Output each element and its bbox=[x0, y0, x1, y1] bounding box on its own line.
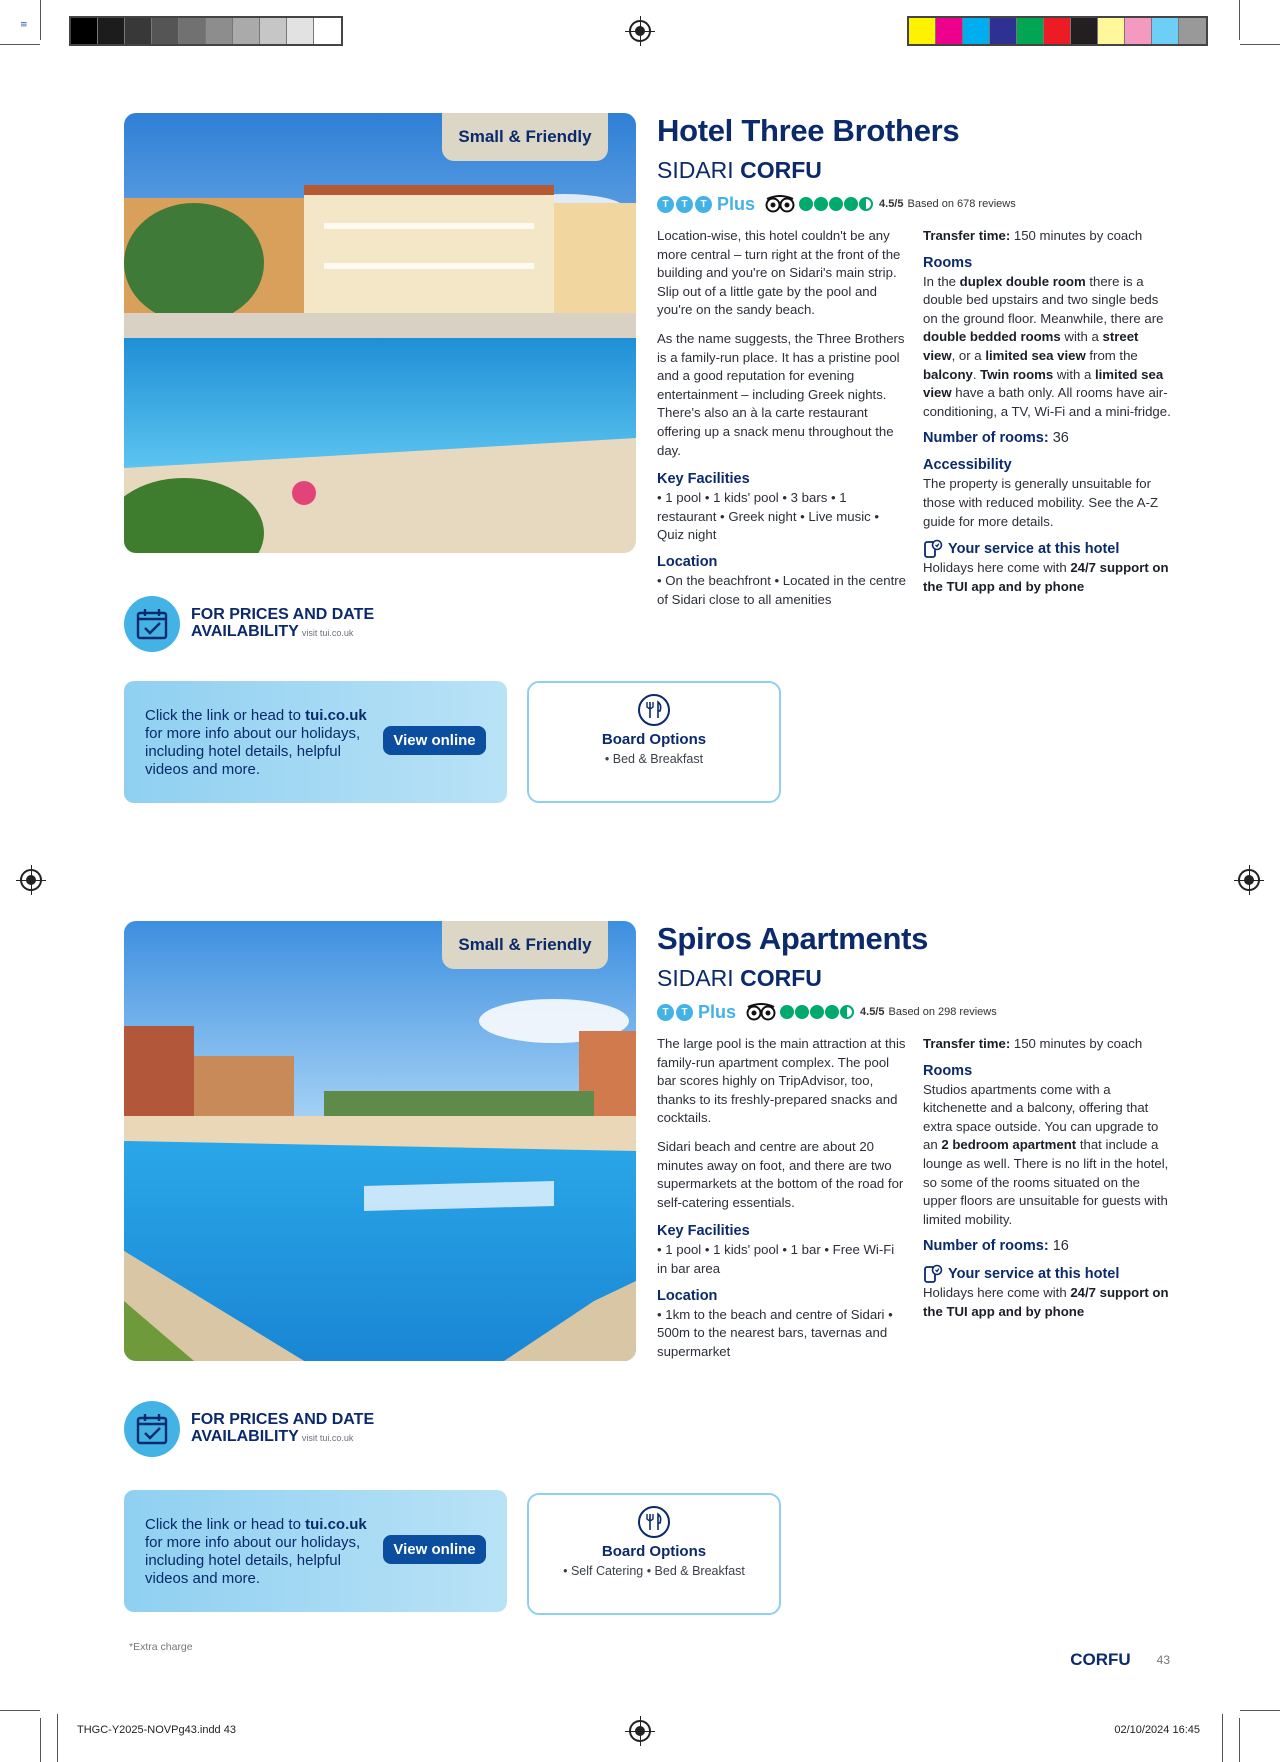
board-options-text: • Bed & Breakfast bbox=[604, 752, 704, 766]
color-swatch bbox=[1071, 18, 1098, 44]
gray-color-bar bbox=[69, 16, 343, 46]
resort-name: SIDARI bbox=[657, 157, 734, 183]
page-folio bbox=[1070, 1650, 1170, 1670]
details-column bbox=[923, 227, 1173, 604]
transfer-time bbox=[923, 1035, 1173, 1054]
prices-availability[interactable] bbox=[124, 596, 374, 652]
tplus-label: Plus bbox=[717, 193, 756, 214]
crop-mark bbox=[1240, 1710, 1280, 1711]
intro-paragraph: The large pool is the main attraction at this family-run apartment complex. The pool bar scores highly on TripAdvisor, too, thanks to its freshly-prepared snacks and cocktails. bbox=[657, 1036, 906, 1126]
tripadvisor-bubbles bbox=[799, 197, 874, 211]
board-options-card bbox=[527, 681, 781, 803]
rooms-text-bold: balcony bbox=[923, 366, 973, 382]
crop-mark bbox=[0, 1710, 40, 1711]
color-swatch bbox=[206, 18, 233, 44]
tripadvisor-owl-icon bbox=[746, 1003, 776, 1021]
online-info-banner bbox=[124, 681, 507, 803]
prices-availability[interactable] bbox=[124, 1401, 374, 1457]
rating-row bbox=[657, 1001, 997, 1023]
slug-date: 02/10/2024 16:45 bbox=[1114, 1724, 1200, 1736]
transfer-value: 150 minutes by coach bbox=[1013, 1036, 1143, 1051]
review-count: Based on 298 reviews bbox=[888, 1006, 997, 1018]
service-heading: Your service at this hotel bbox=[948, 1265, 1120, 1282]
accessibility-text: The property is generally unsuitable for those with reduced mobility. See the A-Z guide for more details. bbox=[923, 476, 1159, 529]
hotel-listing-three-brothers bbox=[0, 113, 1280, 833]
number-of-rooms-value: 36 bbox=[1052, 430, 1069, 447]
review-count: Based on 678 reviews bbox=[907, 198, 1016, 210]
rooms-text-run: . bbox=[972, 366, 981, 382]
color-swatch bbox=[233, 18, 260, 44]
location-text: • On the beachfront • Located in the centre of Sidari close to all amenities bbox=[657, 572, 906, 607]
hotel-photo bbox=[124, 921, 636, 1361]
description-column bbox=[657, 1035, 907, 1369]
page-number: 43 bbox=[1156, 1653, 1170, 1667]
color-swatch bbox=[936, 18, 963, 44]
board-options-heading: Board Options bbox=[601, 1543, 707, 1560]
intro-paragraph: Sidari beach and centre are about 20 minutes away on foot, and there are two supermarkets at the bottom of the road for self-catering essentials. bbox=[657, 1138, 904, 1210]
footnote: *Extra charge bbox=[129, 1641, 193, 1653]
prices-visit-link[interactable]: visit tui.co.uk bbox=[301, 628, 354, 638]
rooms-text-run: from the bbox=[1085, 347, 1138, 363]
service-text bbox=[923, 1284, 1173, 1321]
prices-visit-link[interactable]: visit tui.co.uk bbox=[301, 1433, 354, 1443]
phone-support-icon bbox=[923, 539, 943, 559]
crop-mark bbox=[1239, 1718, 1240, 1762]
rooms-text-run: there is a double bed upstairs and two single beds on the ground floor. Meanwhile, there are bbox=[923, 273, 1164, 326]
transfer-time bbox=[923, 227, 1173, 246]
rooms-heading: Rooms bbox=[923, 1062, 973, 1079]
tui-t-icon: T bbox=[657, 1004, 674, 1021]
prices-heading-line1: FOR PRICES AND DATE bbox=[191, 1411, 375, 1428]
rooms-text-bold: 2 bedroom apartment bbox=[941, 1137, 1077, 1153]
banner-text-post: for more info about our holidays, including hotel details, helpful videos and more. bbox=[145, 1534, 361, 1587]
banner-text bbox=[145, 1516, 370, 1588]
resort-name: SIDARI bbox=[657, 965, 734, 991]
location-heading: Location bbox=[657, 553, 718, 570]
color-swatch bbox=[963, 18, 990, 44]
service-heading-row bbox=[923, 1264, 1173, 1284]
service-heading-row bbox=[923, 539, 1173, 559]
color-swatch bbox=[98, 18, 125, 44]
number-of-rooms-label: Number of rooms: bbox=[923, 1238, 1049, 1255]
hotel-photo bbox=[124, 113, 636, 553]
prices-heading-line2: AVAILABILITY bbox=[191, 623, 299, 640]
slug-filename: THGC-Y2025-NOVPg43.indd 43 bbox=[77, 1724, 236, 1736]
service-text-pre: Holidays here come with bbox=[923, 1285, 1071, 1301]
printer-mark-icon: ≡ bbox=[20, 20, 28, 30]
service-text-bold: 24/7 support on the TUI app and by phone bbox=[923, 1285, 1169, 1319]
category-tag: Small & Friendly bbox=[442, 921, 608, 969]
transfer-value: 150 minutes by coach bbox=[1013, 228, 1143, 243]
color-swatch bbox=[1152, 18, 1179, 44]
registration-mark-icon bbox=[1238, 869, 1260, 891]
key-facilities-list: • 1 pool • 1 kids' pool • 1 bar • Free Wi-Fi in bar area bbox=[657, 1242, 895, 1276]
rating-score: 4.5/5 bbox=[879, 198, 904, 210]
service-heading: Your service at this hotel bbox=[948, 540, 1120, 557]
banner-text bbox=[145, 707, 370, 779]
rooms-text-bold: limited sea view bbox=[923, 366, 1164, 401]
service-text-pre: Holidays here come with bbox=[923, 560, 1071, 576]
details-column bbox=[923, 1035, 1173, 1330]
rooms-text-bold: double bedded rooms bbox=[923, 329, 1061, 345]
section-name: CORFU bbox=[1070, 1650, 1131, 1669]
location-text: • 1km to the beach and centre of Sidari • 500m to the nearest bars, tavernas and supermarket bbox=[657, 1306, 893, 1359]
tui-plus-rating bbox=[657, 1002, 736, 1023]
color-swatch bbox=[125, 18, 152, 44]
color-swatch bbox=[152, 18, 179, 44]
calendar-check-icon bbox=[124, 1401, 180, 1457]
crop-mark bbox=[40, 0, 41, 40]
tui-t-icon: T bbox=[676, 1004, 693, 1021]
rooms-text-run: with a bbox=[1053, 366, 1095, 382]
phone-support-icon bbox=[923, 1264, 943, 1284]
tui-t-icon: T bbox=[695, 196, 712, 213]
tplus-label: Plus bbox=[698, 1001, 737, 1022]
description-column bbox=[657, 227, 907, 617]
color-swatch bbox=[990, 18, 1017, 44]
crop-mark bbox=[1222, 1714, 1223, 1762]
transfer-label: Transfer time: bbox=[923, 228, 1011, 243]
region-name: CORFU bbox=[740, 157, 822, 183]
registration-mark-icon bbox=[629, 20, 651, 42]
board-options-heading: Board Options bbox=[601, 731, 707, 748]
rating-row bbox=[657, 193, 1016, 215]
process-color-bar bbox=[907, 16, 1208, 46]
color-swatch bbox=[1125, 18, 1152, 44]
transfer-label: Transfer time: bbox=[923, 1036, 1011, 1051]
rooms-text-run: that include a lounge as well. There is no lift in the hotel, so some of the rooms situated on the upper floors are unsuitable for guests with limited mobility. bbox=[923, 1137, 1169, 1227]
hotel-listing-spiros-apartments bbox=[0, 921, 1280, 1641]
hotel-location bbox=[657, 965, 822, 992]
hotel-name: Spiros Apartments bbox=[657, 921, 929, 956]
rooms-text-run: Studios apartments come with a kitchenette and a balcony, offering that extra space outside. You can upgrade to an bbox=[923, 1081, 1159, 1153]
tui-t-icon: T bbox=[657, 196, 674, 213]
color-swatch bbox=[1017, 18, 1044, 44]
rooms-text-run: have a bath only. All rooms have air-conditioning, a TV, Wi-Fi and a mini-fridge. bbox=[923, 385, 1171, 419]
board-options-card bbox=[527, 1493, 781, 1615]
key-facilities-list: • 1 pool • 1 kids' pool • 3 bars • 1 restaurant • Greek night • Live music • Quiz night bbox=[657, 490, 880, 543]
intro-paragraph: As the name suggests, the Three Brothers is a family-run place. It has a pristine pool and a good reputation for evening entertainment – including Greek nights. There's also an à la carte restaurant offering up a snack menu throughout the day. bbox=[657, 330, 905, 458]
number-of-rooms bbox=[923, 1237, 1173, 1256]
prices-heading-line1: FOR PRICES AND DATE bbox=[191, 606, 375, 623]
rooms-text-bold: Twin rooms bbox=[980, 366, 1054, 382]
calendar-check-icon bbox=[124, 596, 180, 652]
prices-heading-line2: AVAILABILITY bbox=[191, 1428, 299, 1445]
color-swatch bbox=[71, 18, 98, 44]
number-of-rooms-value: 16 bbox=[1052, 1238, 1069, 1255]
banner-link[interactable]: tui.co.uk bbox=[305, 1516, 367, 1533]
color-swatch bbox=[260, 18, 287, 44]
rooms-text-bold: street view bbox=[923, 329, 1139, 363]
rooms-text-bold: duplex double room bbox=[959, 273, 1086, 289]
region-name: CORFU bbox=[740, 965, 822, 991]
view-online-button[interactable]: View online bbox=[383, 726, 486, 755]
color-swatch bbox=[1098, 18, 1125, 44]
color-swatch bbox=[1044, 18, 1071, 44]
location-heading: Location bbox=[657, 1287, 718, 1304]
banner-text-post: for more info about our holidays, including hotel details, helpful videos and more. bbox=[145, 725, 361, 778]
category-tag: Small & Friendly bbox=[442, 113, 608, 161]
tripadvisor-bubbles bbox=[780, 1005, 855, 1019]
tui-plus-rating bbox=[657, 194, 755, 215]
cutlery-icon bbox=[638, 1506, 670, 1538]
hotel-location bbox=[657, 157, 822, 184]
registration-mark-icon bbox=[20, 869, 42, 891]
key-facilities-heading: Key Facilities bbox=[657, 1223, 750, 1240]
banner-link[interactable]: tui.co.uk bbox=[305, 707, 367, 724]
number-of-rooms bbox=[923, 429, 1173, 448]
rooms-text bbox=[923, 273, 1173, 422]
crop-mark bbox=[0, 44, 40, 45]
tripadvisor-owl-icon bbox=[765, 195, 795, 213]
color-swatch bbox=[1179, 18, 1206, 44]
color-swatch bbox=[909, 18, 936, 44]
service-text bbox=[923, 559, 1173, 596]
rooms-text-run: with a bbox=[1060, 329, 1103, 345]
banner-text-pre: Click the link or head to bbox=[145, 707, 306, 724]
rooms-text-run: In the bbox=[923, 273, 960, 289]
service-text-bold: 24/7 support on the TUI app and by phone bbox=[923, 560, 1169, 594]
crop-mark bbox=[40, 1718, 41, 1762]
online-info-banner bbox=[124, 1490, 507, 1612]
crop-mark bbox=[1240, 44, 1280, 45]
number-of-rooms-label: Number of rooms: bbox=[923, 430, 1049, 447]
board-options-text: • Self Catering • Bed & Breakfast bbox=[563, 1564, 745, 1578]
rooms-text-run: , or a bbox=[951, 347, 986, 363]
color-swatch bbox=[287, 18, 314, 44]
crop-mark bbox=[1239, 0, 1240, 40]
rooms-text-bold: limited sea view bbox=[985, 347, 1086, 363]
rooms-heading: Rooms bbox=[923, 254, 973, 271]
view-online-button[interactable]: View online bbox=[383, 1535, 486, 1564]
crop-mark bbox=[57, 1714, 58, 1762]
tui-t-icon: T bbox=[676, 196, 693, 213]
hotel-name: Hotel Three Brothers bbox=[657, 113, 960, 148]
rating-score: 4.5/5 bbox=[860, 1006, 885, 1018]
color-swatch bbox=[314, 18, 341, 44]
registration-mark-icon bbox=[629, 1720, 651, 1742]
intro-paragraph: Location-wise, this hotel couldn't be any more central – turn right at the front of the building and you're on Sidari's main strip. Slip out of a little gate by the pool and you're on the sandy beach. bbox=[657, 228, 901, 318]
key-facilities-heading: Key Facilities bbox=[657, 471, 750, 488]
rooms-text bbox=[923, 1081, 1173, 1230]
cutlery-icon bbox=[638, 694, 670, 726]
accessibility-heading: Accessibility bbox=[923, 457, 1012, 474]
color-swatch bbox=[179, 18, 206, 44]
banner-text-pre: Click the link or head to bbox=[145, 1516, 306, 1533]
